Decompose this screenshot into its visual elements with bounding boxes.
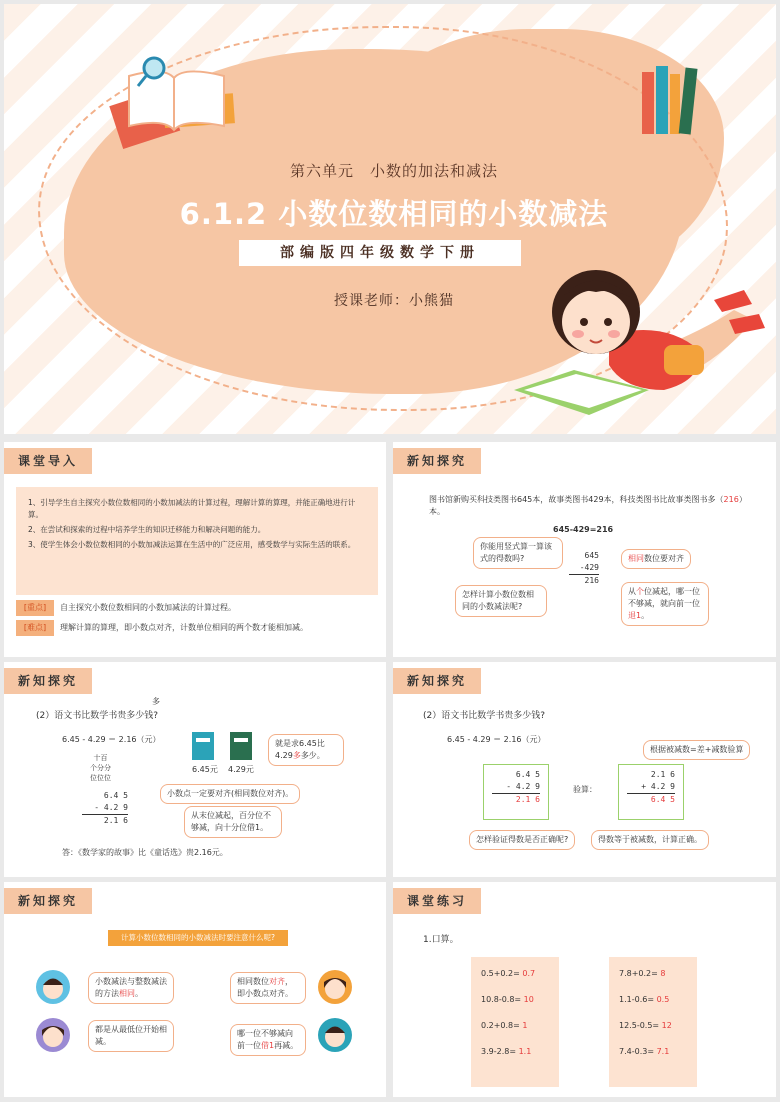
calc-question: 0.5+0.2= [481, 969, 520, 978]
lesson-title: 6.1.2 小数位数相同的小数减法 [179, 197, 609, 231]
calc-answer: 12 [661, 1021, 672, 1030]
calc-row: 216 [584, 576, 599, 585]
calc-row: 2.1 6 [515, 795, 540, 804]
calc-row: 6.4 5 [650, 795, 675, 804]
textbook-banner: 部编版四年级数学下册 [239, 240, 521, 266]
highlight: 对齐 [269, 977, 285, 986]
equation: 645-429=216 [553, 525, 614, 534]
explore-slide-4 [4, 882, 386, 1097]
explore-slide-3 [393, 662, 776, 877]
highlight: 个 [636, 587, 644, 596]
girl-avatar-icon [318, 970, 352, 1004]
result-callout: 得数等于被减数，计算正确。 [591, 830, 709, 850]
cover-slide [4, 4, 776, 434]
calc-row: 645 [584, 551, 599, 560]
calc-answer: 0.7 [522, 969, 536, 978]
calc-row: 2.1 6 [103, 816, 128, 825]
boy-avatar-icon [36, 970, 70, 1004]
explore-slide-2 [4, 662, 386, 877]
question: (2）语文书比数学书贵多少钱? [36, 711, 159, 721]
callout-text: 数位要对齐 [644, 554, 684, 563]
key-point-tag: [重点] [16, 600, 54, 616]
explore-slide-1 [393, 442, 776, 657]
bubble-text: 就是求6.45比4.29 [275, 739, 325, 760]
slide-header: 新知探究 [393, 668, 481, 694]
book2-price: 4.29元 [228, 765, 254, 774]
highlight: 相同 [628, 554, 644, 563]
practice-slide [393, 882, 776, 1097]
question-callout-1: 你能用竖式算一算该式的得数吗? [473, 537, 563, 569]
slide-header: 课堂练习 [393, 888, 481, 914]
calc-row: -429 [569, 562, 599, 575]
boy-avatar-icon [318, 1018, 352, 1052]
unit-title: 第六单元 小数的加法和减法 [289, 162, 498, 180]
borrow-callout: 从末位减起，百分位不够减，向十分位借1。 [184, 806, 282, 838]
bubble-text: 。 [135, 989, 143, 998]
calc-question: 1.1-0.6= [619, 995, 655, 1004]
callout-text: 。 [641, 611, 650, 620]
rule-callout: 根据被减数=差+减数验算 [643, 740, 750, 760]
calc-item [481, 1021, 559, 1047]
girl-avatar-icon [36, 1018, 70, 1052]
calc-question: 0.2+0.8= [481, 1021, 520, 1030]
calc-item [619, 1021, 697, 1047]
note-above: 多 [152, 697, 160, 706]
bubble-text: 多少。 [300, 751, 325, 760]
calc-row: 6.4 5 [515, 770, 540, 779]
addition-box [618, 764, 684, 820]
calc-item [619, 969, 697, 995]
highlight: 借1 [261, 1041, 275, 1050]
highlight: 相同 [119, 989, 135, 998]
calc-question: 7.4-0.3= [619, 1047, 655, 1056]
place-label: 位位位 [90, 773, 111, 782]
slide-header: 新知探究 [4, 888, 92, 914]
calc-row: - 4.2 9 [82, 802, 128, 815]
goal-item: 3、使学生体会小数位数相同的小数加减法运算在生活中的广泛应用，感受数学与实际生活的联系。 [28, 540, 356, 549]
calc-question: 3.9-2.8= [481, 1047, 517, 1056]
problem-text: 图书馆新购买科技类图书645本，故事类图书429本，科技类图书比故事类图书多（ [429, 495, 724, 504]
bubble-text: 再减。 [274, 1041, 299, 1050]
calc-answer: 7.1 [656, 1047, 670, 1056]
calc-row: - 4.2 9 [492, 781, 540, 794]
question: (2）语文书比数学书贵多少钱? [423, 711, 546, 721]
goal-item: 2、在尝试和探索的过程中培养学生的知识迁移能力和解决问题的能力。 [28, 525, 266, 534]
calc-row: 6.4 5 [103, 791, 128, 800]
book-stack-icon [638, 62, 708, 137]
difficulty-text: 理解计算的算理，即小数点对齐，计数单位相同的两个数才能相加减。 [60, 623, 308, 632]
answer: 答：《数学家的故事》比《童话选》贵2.16元。 [62, 848, 228, 857]
place-label: 十百 [93, 754, 108, 762]
meaning-bubble [268, 734, 344, 766]
exercise-title: 1.口算。 [423, 935, 459, 945]
blue-book-icon [192, 732, 214, 760]
calc-row: + 4.2 9 [627, 781, 675, 794]
check-label: 验算： [573, 785, 597, 794]
reading-girl-illustration [514, 240, 774, 430]
calc-item [481, 1047, 559, 1073]
callout-text: 位减起，哪一位不够减，就向前一位 [628, 587, 700, 608]
teacher-name: 授课老师：小熊猫 [334, 293, 454, 309]
slide-header: 新知探究 [4, 668, 92, 694]
bubble-text: 相同数位 [237, 977, 269, 986]
green-book-icon [230, 732, 252, 760]
highlight: 多 [292, 751, 301, 760]
highlight: 退1 [628, 611, 642, 620]
book1-price: 6.45元 [192, 765, 218, 774]
calc-item [481, 995, 559, 1021]
equation: 6.45 - 4.29 ＝ 2.16（元） [447, 735, 546, 744]
question-callout-2: 怎样计算小数位数相同的小数减法呢? [455, 585, 547, 617]
vertical-calc [569, 550, 599, 587]
calc-answer: 10 [523, 995, 534, 1004]
tip-bubble-1 [88, 972, 174, 1004]
learning-goals [16, 487, 378, 595]
verify-question: 怎样验证得数是否正确呢? [469, 830, 575, 850]
word-problem [429, 494, 749, 518]
place-label: 个分分 [90, 763, 111, 772]
slide-header: 新知探究 [393, 448, 481, 474]
problem-answer: 216 [723, 495, 739, 504]
calc-question: 7.8+0.2= [619, 969, 658, 978]
calc-answer: 8 [660, 969, 666, 978]
intro-slide [4, 442, 386, 657]
vertical-calc [492, 769, 540, 806]
tip-bubble-4 [230, 1024, 306, 1056]
open-book-icon [104, 56, 244, 151]
slide-header: 课堂导入 [4, 448, 92, 474]
align-callout [621, 549, 691, 569]
bubble-text: 哪一位不够减向前一位 [237, 1029, 293, 1050]
equation: 6.45 - 4.29 ＝ 2.16（元） [62, 735, 161, 744]
vertical-calc [82, 790, 128, 827]
calc-question: 12.5-0.5= [619, 1021, 660, 1030]
question-banner: 计算小数位数相同的小数减法时要注意什么呢? [108, 930, 288, 946]
bubble-text: ，即小数点对齐。 [237, 977, 293, 998]
place-labels [90, 754, 111, 783]
bubble-text: 小数减法与整数减法的方法 [95, 977, 167, 998]
calc-answer: 1.1 [518, 1047, 532, 1056]
calc-question: 10.8-0.8= [481, 995, 522, 1004]
calc-row: 2.1 6 [650, 770, 675, 779]
oral-calc-left [471, 957, 559, 1087]
callout-text: 从 [628, 587, 636, 596]
goal-item: 1、引导学生自主探究小数位数相同的小数加减法的计算过程，理解计算的算理，并能正确地进行计算。 [28, 498, 356, 519]
calc-item [619, 995, 697, 1021]
subtraction-box [483, 764, 549, 820]
tip-bubble-3: 都是从最低位开始相减。 [88, 1020, 174, 1052]
borrow-callout [621, 582, 709, 626]
calc-item [481, 969, 559, 995]
oral-calc-right [609, 957, 697, 1087]
difficulty-tag: [难点] [16, 620, 54, 636]
calc-answer: 1 [522, 1021, 528, 1030]
calc-item [619, 1047, 697, 1073]
align-callout: 小数点一定要对齐(相同数位对齐)。 [160, 784, 300, 804]
calc-answer: 0.5 [656, 995, 670, 1004]
problem-end: ）本。 [429, 495, 747, 516]
vertical-calc [627, 769, 675, 806]
tip-bubble-2 [230, 972, 306, 1004]
key-point-text: 自主探究小数位数相同的小数加减法的计算过程。 [60, 603, 236, 612]
